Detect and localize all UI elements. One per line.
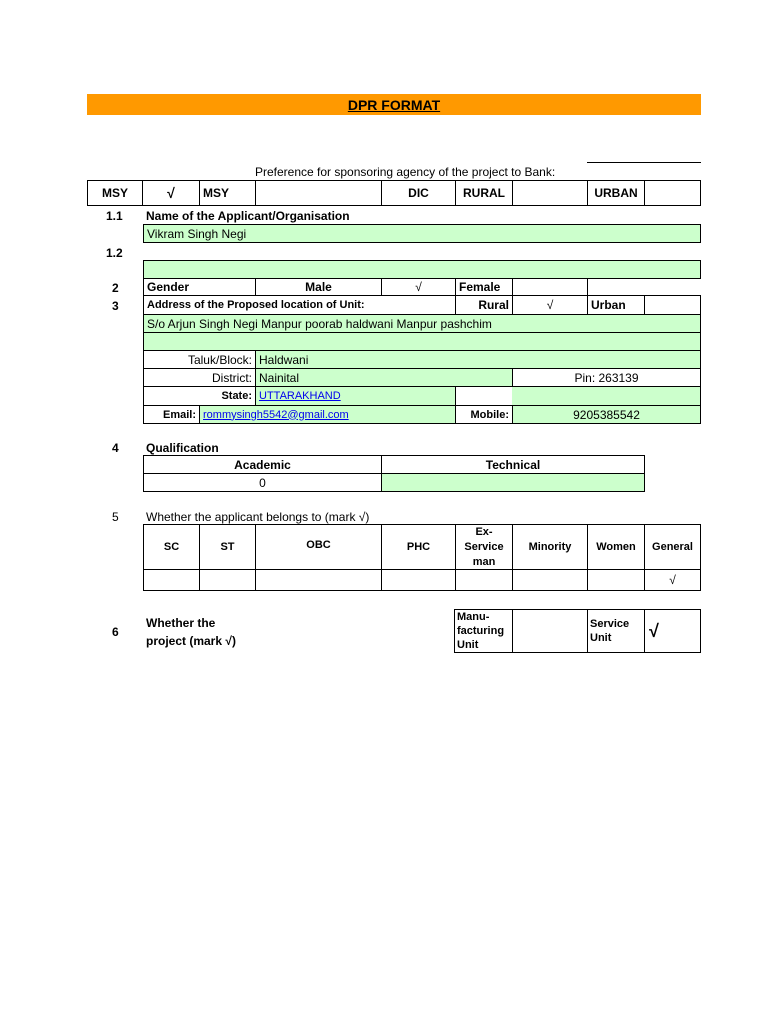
address-line-2[interactable] [143, 332, 701, 351]
applicant-name-field[interactable]: Vikram Singh Negi [143, 224, 701, 243]
category-sc: SC [143, 524, 200, 570]
address-label: Address of the Proposed location of Unit: [143, 295, 456, 315]
category-general: General [644, 524, 701, 570]
gender-label: Gender [143, 278, 256, 296]
service-line-2: Unit [590, 632, 612, 644]
mobile-field[interactable]: 9205385542 [512, 405, 701, 424]
title-bar [87, 94, 701, 115]
location-urban-mark[interactable] [644, 295, 701, 315]
location-urban-label: Urban [587, 295, 645, 315]
applicant-name-label: Name of the Applicant/Organisation [146, 209, 350, 223]
agency-rural-mark[interactable] [512, 180, 588, 206]
project-type-label-line-2: project (mark √) [146, 634, 236, 648]
gender-female-label: Female [455, 278, 513, 296]
academic-value[interactable]: 0 [143, 473, 382, 492]
state-extra [512, 386, 701, 405]
location-rural-tick[interactable]: √ [512, 295, 588, 315]
qualification-label: Qualification [146, 441, 219, 455]
taluk-label: Taluk/Block: [143, 350, 256, 369]
manufacturing-line-3: Unit [457, 639, 479, 651]
manufacturing-unit-label [454, 609, 513, 653]
mark-ex-serviceman[interactable] [455, 569, 513, 591]
mark-phc[interactable] [381, 569, 456, 591]
preference-underline [587, 162, 701, 163]
district-field[interactable]: Nainital [255, 368, 513, 387]
category-st: ST [199, 524, 256, 570]
service-unit-tick[interactable]: √ [644, 609, 701, 653]
category-obc-text: OBC [306, 539, 331, 551]
district-label: District: [143, 368, 256, 387]
email-label: Email: [143, 405, 200, 424]
section-1-2-field[interactable] [143, 260, 701, 279]
page-title: DPR FORMAT [347, 96, 441, 113]
mark-women[interactable] [587, 569, 645, 591]
taluk-field[interactable]: Haldwani [255, 350, 701, 369]
mark-st[interactable] [199, 569, 256, 591]
section-5-number: 5 [112, 510, 119, 524]
service-unit-label [587, 609, 645, 653]
category-ex-serviceman [455, 524, 513, 570]
mark-general-tick[interactable]: √ [644, 569, 701, 591]
state-value: UTTARAKHAND [259, 390, 341, 402]
ex-serviceman-line-3: man [472, 555, 496, 568]
agency-msy-1: MSY [87, 180, 143, 206]
category-label: Whether the applicant belongs to (mark √) [146, 510, 370, 524]
section-4-number: 4 [112, 441, 119, 455]
email-value[interactable]: rommysingh5542@gmail.com [203, 408, 349, 421]
category-obc [255, 524, 382, 570]
project-type-label [146, 614, 236, 650]
technical-header: Technical [381, 455, 645, 474]
location-rural-label: Rural [455, 295, 513, 315]
state-label: State: [143, 386, 256, 405]
category-phc: PHC [381, 524, 456, 570]
agency-msy-2-mark[interactable] [255, 180, 382, 206]
ex-serviceman-line-1: Ex- [475, 525, 493, 538]
agency-rural: RURAL [455, 180, 513, 206]
mark-obc[interactable] [255, 569, 382, 591]
service-line-1: Service [590, 618, 630, 630]
mark-sc[interactable] [143, 569, 200, 591]
mark-minority[interactable] [512, 569, 588, 591]
manufacturing-line-1: Manu- [457, 611, 490, 623]
manufacturing-unit-mark[interactable] [512, 609, 588, 653]
manufacturing-line-2: facturing [457, 625, 505, 637]
gender-male-label: Male [255, 278, 382, 296]
mobile-label: Mobile: [455, 405, 513, 424]
agency-dic: DIC [381, 180, 456, 206]
email-field[interactable] [199, 405, 456, 424]
academic-header: Academic [143, 455, 382, 474]
section-1-1-number: 1.1 [106, 209, 123, 223]
address-line-1[interactable]: S/o Arjun Singh Negi Manpur poorab haldwani Manpur pashchim [143, 314, 701, 333]
agency-msy-2: MSY [199, 180, 256, 206]
preference-label: Preference for sponsoring agency of the project to Bank: [255, 165, 556, 179]
gender-male-tick[interactable]: √ [381, 278, 456, 296]
state-field[interactable] [255, 386, 456, 405]
state-blank [455, 386, 513, 405]
ex-serviceman-line-2: Service [464, 540, 504, 553]
pin-field[interactable]: Pin: 263139 [512, 368, 701, 387]
gender-female-mark[interactable] [512, 278, 588, 296]
project-type-label-line-1: Whether the [146, 616, 216, 630]
category-women: Women [587, 524, 645, 570]
agency-msy-1-tick[interactable]: √ [142, 180, 200, 206]
section-1-2-number: 1.2 [106, 246, 123, 260]
agency-urban: URBAN [587, 180, 645, 206]
category-minority: Minority [512, 524, 588, 570]
section-2-number: 2 [112, 281, 119, 295]
technical-value[interactable] [381, 473, 645, 492]
section-3-number: 3 [112, 299, 119, 313]
section-6-number: 6 [112, 625, 119, 639]
agency-urban-mark[interactable] [644, 180, 701, 206]
